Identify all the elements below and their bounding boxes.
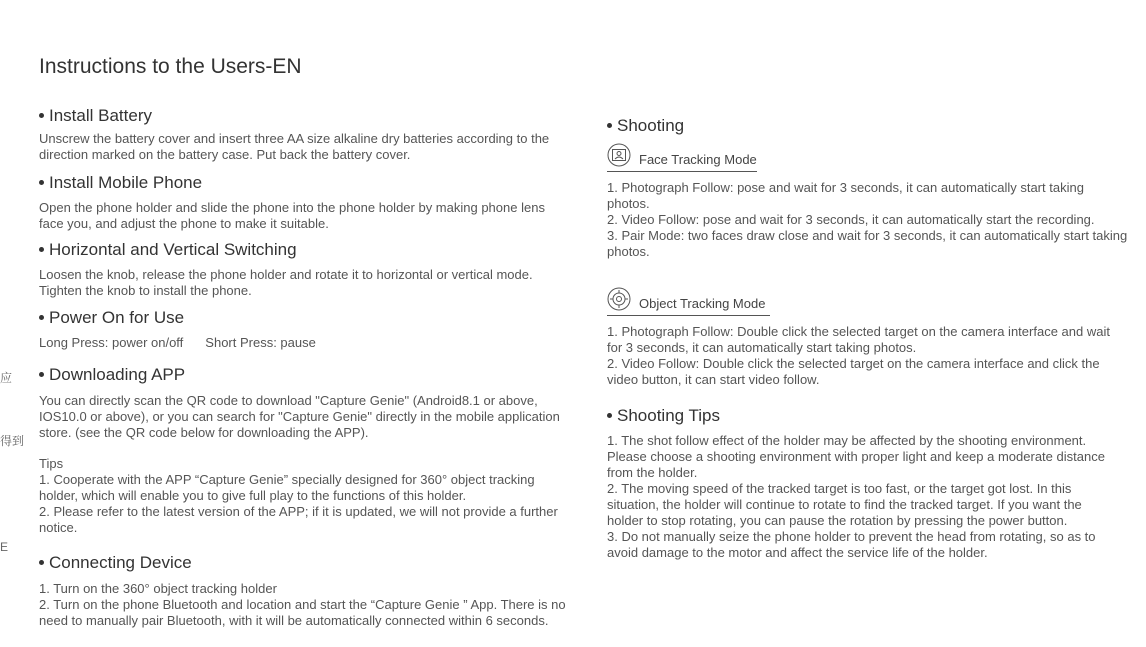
- bullet-icon: [39, 247, 44, 252]
- section-heading: Downloading APP: [39, 364, 584, 386]
- short-press-text: Short Press: pause: [205, 335, 316, 350]
- section-connecting: [39, 552, 584, 629]
- bullet-icon: [39, 372, 44, 377]
- section-shooting: [607, 115, 1139, 137]
- bullet-icon: [607, 123, 612, 128]
- long-press-text: Long Press: power on/off: [39, 335, 184, 350]
- section-heading: Connecting Device: [39, 552, 584, 574]
- section-power: [39, 307, 584, 351]
- section-download: [39, 364, 584, 536]
- section-install-phone: [39, 172, 584, 232]
- edge-fragment-3: E: [0, 540, 9, 554]
- bullet-icon: [39, 560, 44, 565]
- section-switching: [39, 239, 584, 299]
- target-icon: [607, 287, 631, 311]
- object-tracking-mode-label: Object Tracking Mode: [607, 287, 787, 317]
- section-body: Loosen the knob, release the phone holder and rotate it to horizontal or vertical mode. Tighten the knob to install the phone.: [39, 267, 533, 298]
- bullet-icon: [39, 113, 44, 118]
- face-mode-list: 1. Photograph Follow: pose and wait for 3 seconds, it can automatically start taking photos. 2. Video Follow: pose and wait for 3 seconds, it can automatically start the recording. 3. Pair Mode: two faces draw close and wait for 3 seconds, it can automatically start taking photos.: [607, 180, 1128, 259]
- section-heading: Power On for Use: [39, 307, 584, 329]
- section-heading: Install Battery: [39, 105, 584, 127]
- edge-fragment-1: 应: [0, 371, 13, 385]
- section-body: Unscrew the battery cover and insert three AA size alkaline dry batteries according to the direction marked on the battery case. Put back the battery cover.: [39, 131, 550, 162]
- face-tracking-mode-label: Face Tracking Mode: [607, 143, 787, 173]
- section-shooting-tips: [607, 405, 1139, 561]
- bullet-icon: [39, 315, 44, 320]
- tips-label: Tips: [39, 456, 64, 471]
- section-heading: Shooting Tips: [607, 405, 1139, 427]
- face-frame-icon: [607, 143, 631, 167]
- section-body: [39, 335, 584, 351]
- underline-divider: [607, 171, 757, 172]
- section-heading: Horizontal and Vertical Switching: [39, 239, 584, 261]
- section-heading: Install Mobile Phone: [39, 172, 584, 194]
- section-install-battery: [39, 105, 584, 163]
- object-mode-list: 1. Photograph Follow: Double click the selected target on the camera interface and wait for 3 seconds, it can automatically start taking photos. 2. Video Follow: Double click the selected target on the camera interface and click the video button, it can start video follow.: [607, 324, 1110, 387]
- underline-divider: [607, 315, 770, 316]
- section-body: Open the phone holder and slide the phone into the phone holder by making phone lens face you, and adjust the phone to make it suitable.: [39, 200, 545, 231]
- section-body: 1. The shot follow effect of the holder may be affected by the shooting environment. Please choose a shooting environment with proper light and keep a moderate distance from the holder. 2. The moving speed of the tracked target is too fast, or the target got lost. In this situation, the holder will continue to rotate to find the tracked target. If you want the holder to stop rotating, you can pause the rotation by pressing the power button. 3. Do not manually seize the phone holder to prevent the head from rotating, so as to avoid damage to the motor and affect the service life of the holder.: [607, 433, 1105, 560]
- edge-fragment-2: 得到: [0, 434, 25, 448]
- section-body: You can directly scan the QR code to download "Capture Genie" (Android8.1 or above, IOS10.0 or above), or you can search for "Capture Genie" directly in the mobile application store. (see the QR code below for downloading the APP). Tips 1. Cooperate with the APP “Capture Genie” specially designed for 360° object tracking holder, which will enable you to give full play to the functions of this holder. 2. Please refer to the latest version of the APP; if it is updated, we will not provide a further notice.: [39, 393, 584, 536]
- page-title: Instructions to the Users-EN: [39, 55, 302, 78]
- bullet-icon: [39, 180, 44, 185]
- section-heading: Shooting: [607, 115, 1139, 137]
- section-body: 1. Turn on the 360° object tracking holder 2. Turn on the phone Bluetooth and location and start the “Capture Genie ” App. There is no need to manually pair Bluetooth, with it will be automatically connected within 6 seconds.: [39, 581, 566, 628]
- bullet-icon: [607, 413, 612, 418]
